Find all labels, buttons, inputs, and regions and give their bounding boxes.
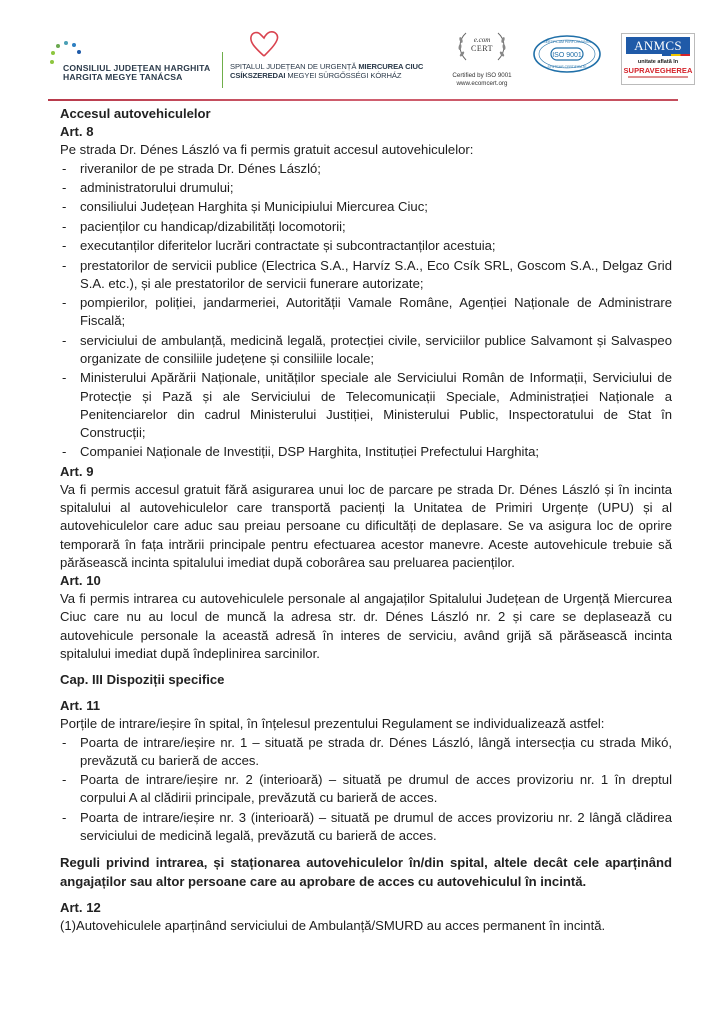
- hospital-name: [230, 63, 423, 80]
- ecomcert-brand: e.com: [473, 36, 491, 44]
- list-item: - pacienților cu handicap/dizabilități locomotorii;: [60, 218, 672, 236]
- section-title: Accesul autovehiculelor: [60, 106, 211, 121]
- flag-stripe: [662, 54, 690, 56]
- list-item: - administratorului drumului;: [60, 179, 672, 197]
- county-council-logo: [50, 38, 230, 88]
- hospital-name-hu-bold: CSÍKSZEREDAI: [230, 70, 286, 80]
- ecomcert-caption: Certified by ISO 9001: [452, 72, 512, 79]
- hospital-name-hu: MEGYEI SÜRGŐSSÉGI KÓRHÁZ: [285, 70, 402, 80]
- list-item: - Poarta de intrare/ieșire nr. 2 (interioară) – situată pe drumul de acces provizoriu nr. 1 în dreptul corpului A al clădirii principale, prevăzută cu barieră de acces.: [60, 771, 672, 807]
- article-10-title: Art. 10: [60, 572, 101, 588]
- article-8-title: Art. 8: [60, 124, 94, 140]
- svg-text:CERTIFICAM PERFORMANTA: CERTIFICAM PERFORMANTA: [543, 40, 591, 44]
- list-item: - Poarta de intrare/ieșire nr. 3 (interioară) – situată pe drumul de acces provizoriu nr. 2 lângă clădirea serviciului de medicină legală, prevăzută cu barieră de acces.: [60, 809, 672, 845]
- article-11-intro: Porțile de intrare/ieșire în spital, în înțelesul prezentului Regulament se individualizează astfel:: [60, 716, 605, 732]
- council-name-ro: CONSILIUL JUDEȚEAN: [63, 63, 165, 73]
- hospital-name-ro: SPITALUL JUDEȚEAN DE URGENȚĂ: [230, 62, 359, 71]
- council-name-ro-bold: HARGHITA: [164, 63, 211, 73]
- article-8-intro: Pe strada Dr. Dénes László va fi permis gratuit accesul autovehiculelor:: [60, 142, 474, 158]
- heart-icon: [248, 30, 280, 58]
- county-council-name: [63, 64, 210, 82]
- article-11-list: [60, 734, 672, 846]
- ecomcert-logo: [444, 30, 520, 92]
- document-body: [60, 105, 672, 935]
- article-9-title: Art. 9: [60, 463, 94, 479]
- ecomcert-cert: CERT: [471, 44, 493, 53]
- article-10-text: Va fi permis intrarea cu autovehiculele personale al angajaților Spitalului Județean de Urgență Miercurea Ciuc care nu au locul de muncă la adresa str. dr. Dénes László nr. 2 și care se deplasează cu autovehicule personale la această adresă în interes de serviciu, având grijă să părăsească incinta spitalului imediat după îndeplinirea sarcinilor.: [60, 591, 672, 661]
- iso-9001-seal: [532, 34, 602, 74]
- list-item: - pompierilor, poliției, jandarmeriei, Autorității Vamale Române, Agenției Naționale de Administrare Fiscală;: [60, 294, 672, 330]
- logo-divider: [222, 52, 223, 88]
- ecomcert-url: www.ecomcert.org: [456, 80, 508, 87]
- anmcs-fineprint: [628, 76, 688, 78]
- page-header: [0, 0, 724, 104]
- anmcs-title: ANMCS: [626, 37, 690, 54]
- article-9-text: Va fi permis accesul gratuit fără asigurarea unui loc de parcare pe strada Dr. Dénes László și în incinta spitalului al autovehiculelor care transportă pacienți la Unitatea de Primiri Urgențe (UPU) și al autovehiculelor care aduc sau preiau persoane cu dificultăți de deplasare. Se va asigura loc de oprire temporară în fața intrării principale pentru efectuarea acestor manevre. Aceste autovehicule trebuie să părăsească incinta spitalului imediat după coborârea sau preluarea pacienților.: [60, 481, 672, 570]
- anmcs-subtitle: unitate aflată în: [637, 59, 679, 65]
- council-name-hu: HARGITA MEGYE TANÁCSA: [63, 72, 183, 82]
- anmcs-badge: [621, 33, 695, 85]
- article-12-text: (1)Autovehiculele aparținând serviciului de Ambulanță/SMURD au acces permanent în incintă.: [60, 917, 606, 933]
- list-item: - serviciului de ambulanță, medicină legală, protecției civile, serviciilor publice Salvamont și Salvaspeo organizate de consiliile județene și consiliile locale;: [60, 332, 672, 368]
- svg-text:SYSTEMS CERTIFICATE: SYSTEMS CERTIFICATE: [547, 65, 587, 69]
- list-item: - riveranilor de pe strada Dr. Dénes László;: [60, 160, 672, 178]
- list-item: - executanților diferitelor lucrări contractate și subcontractanților acestuia;: [60, 237, 672, 255]
- rules-heading: Reguli privind intrarea, și staționarea autovehiculelor în/din spital, altele decât cele aparținând angajaților sau altor persoane care au aprobare de acces cu autovehiculul în incintă.: [60, 855, 672, 889]
- list-item: - prestatorilor de servicii publice (Electrica S.A., Harvíz S.A., Eco Csík SRL, Goscom S.A., Delgaz Grid S.A. etc.), și ale prestatorilor de servicii funerare autorizate;: [60, 257, 672, 293]
- anmcs-status: SUPRAVEGHEREA: [623, 66, 693, 75]
- list-item: - Companiei Naționale de Investiții, DSP Harghita, Instituției Prefectului Harghita;: [60, 443, 672, 461]
- article-12-title: Art. 12: [60, 899, 101, 915]
- chapter-3-title: Cap. III Dispoziții specifice: [60, 671, 225, 687]
- dots-arc-icon: [50, 38, 90, 66]
- hospital-name-ro-bold: MIERCUREA CIUC: [358, 62, 424, 71]
- list-item: - Ministerului Apărării Naționale, unităților speciale ale Serviciului Român de Informații, Serviciului de Protecție și Pază și ale Serviciului de Telecomunicații Speciale, Administrației Naționale a Penitenciarelor din cadrul Ministerului Justiției, Ministerului Public, Inspectoratului de Stat în Construcții;: [60, 369, 672, 442]
- list-item: - Poarta de intrare/ieșire nr. 1 – situată pe strada dr. Dénes László, lângă intersecția cu strada Mikó, prevăzută cu barieră de acces.: [60, 734, 672, 770]
- list-item: - consiliului Județean Harghita și Municipiului Miercurea Ciuc;: [60, 198, 672, 216]
- header-divider: [48, 99, 678, 101]
- article-11-title: Art. 11: [60, 698, 101, 714]
- svg-text:ISO 9001: ISO 9001: [552, 52, 582, 59]
- article-8-list: [60, 160, 672, 462]
